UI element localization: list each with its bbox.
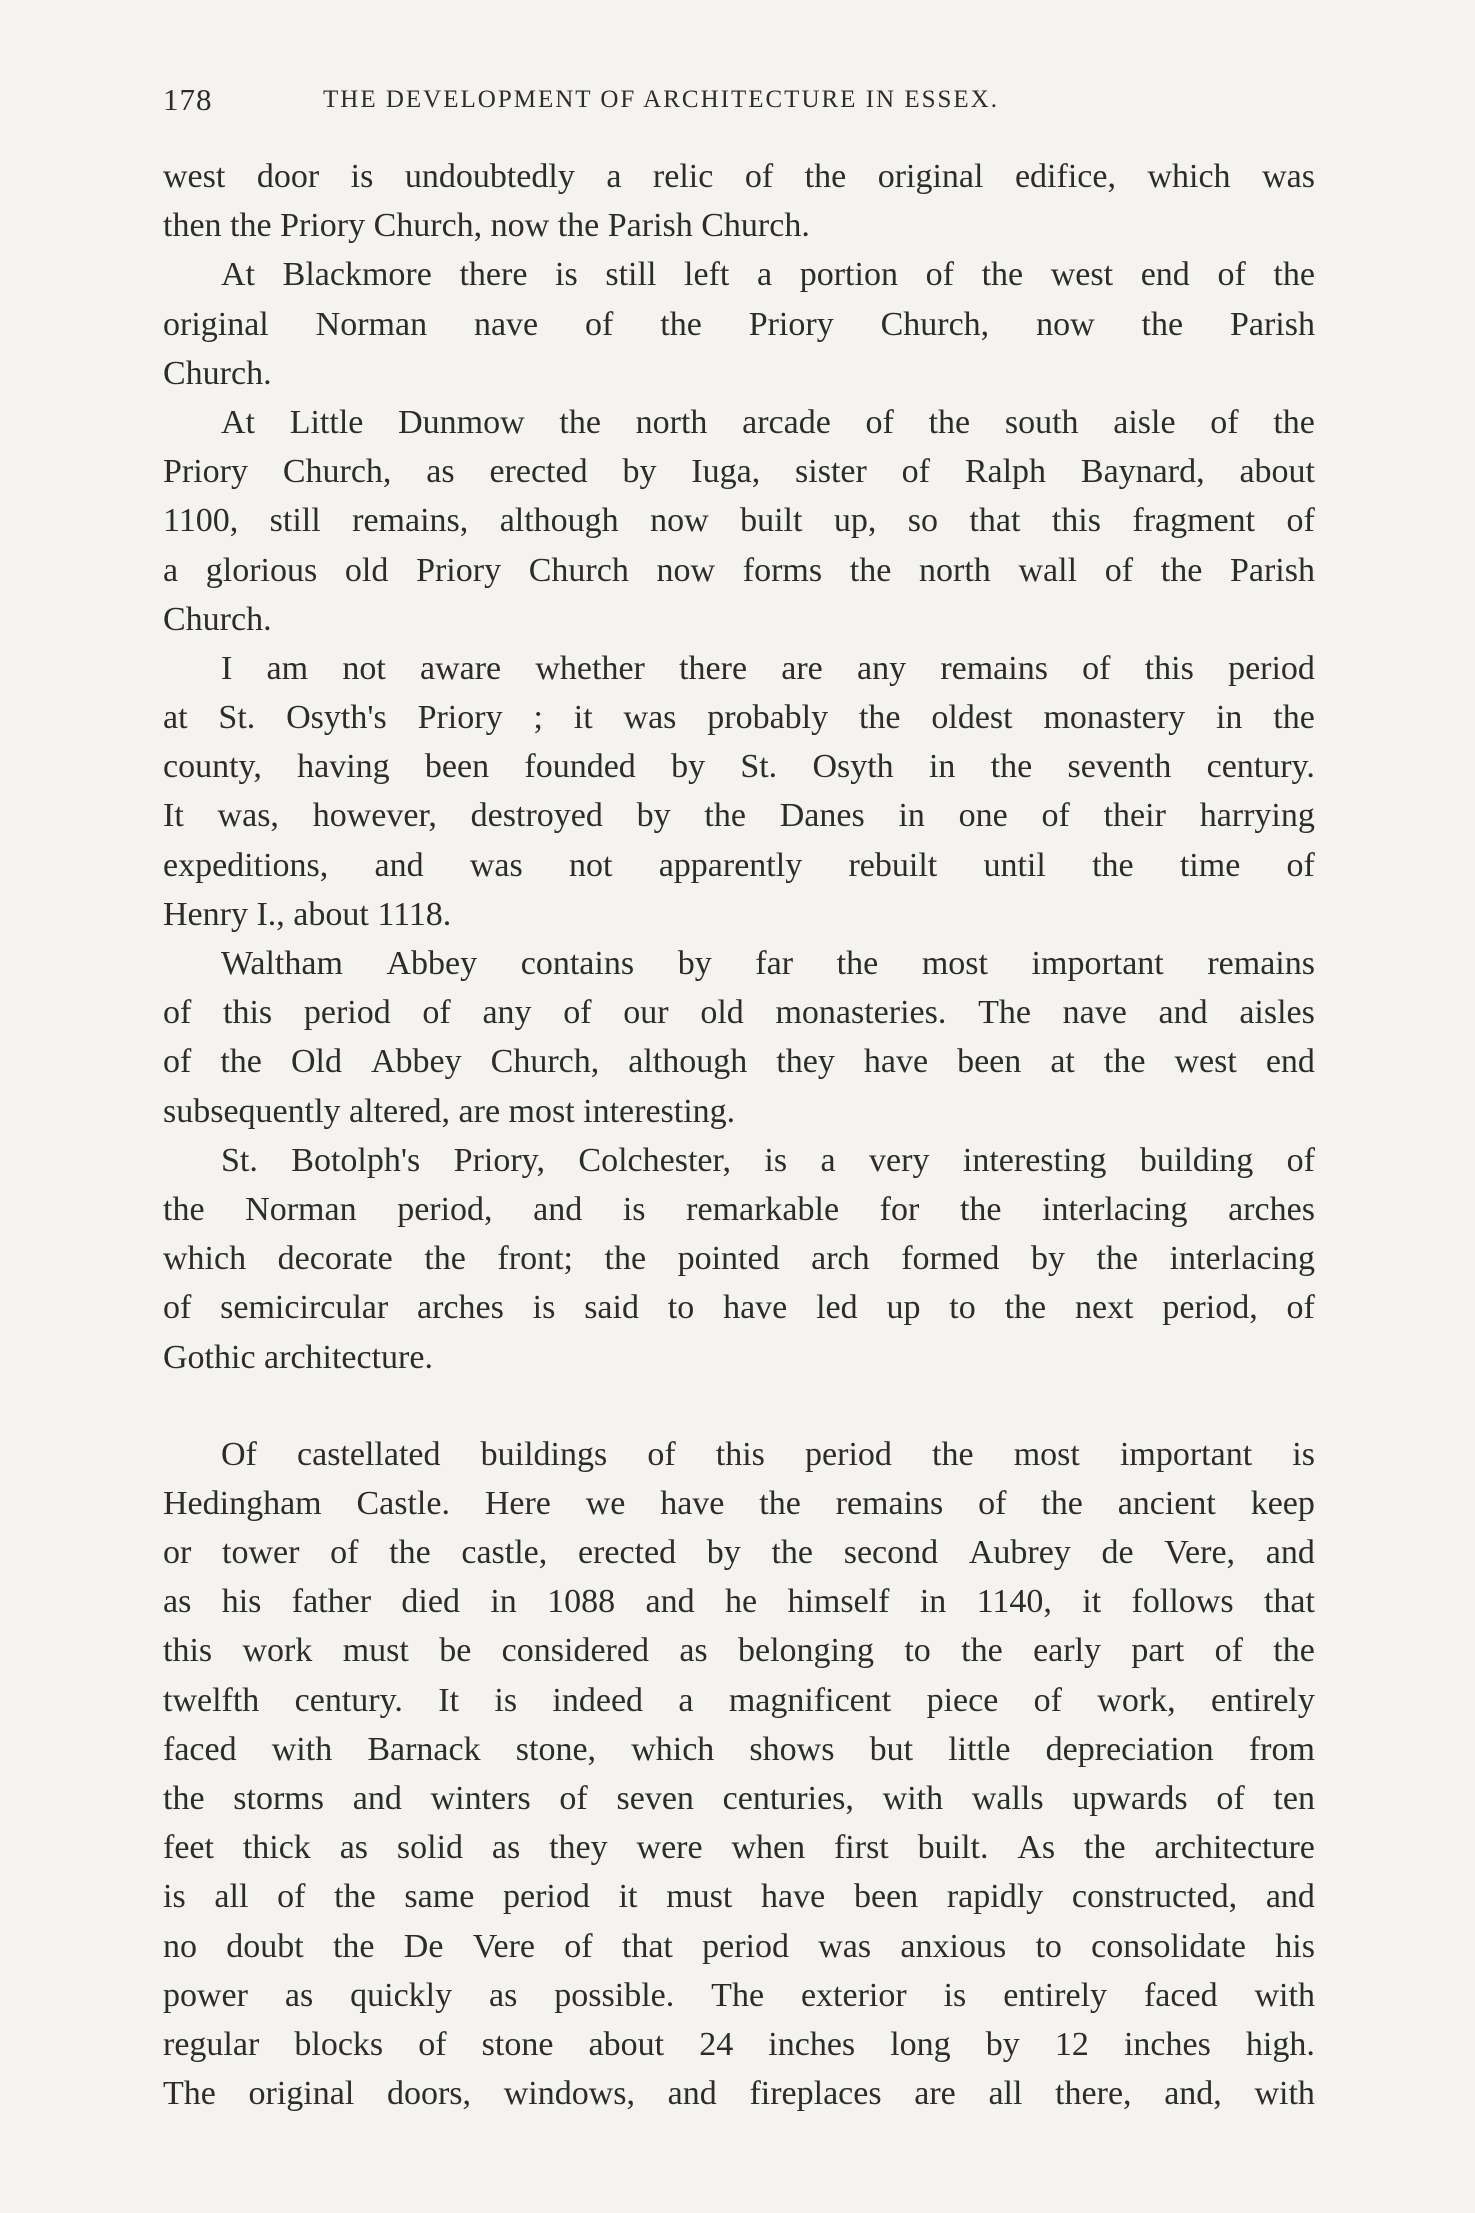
paragraph — [163, 152, 1315, 250]
text-line: Hedingham Castle. Here we have the remains of the ancient keep — [163, 1484, 1315, 1522]
section-break — [163, 1382, 1315, 1430]
text-line: At Little Dunmow the north arcade of the south aisle of the — [221, 403, 1315, 441]
text-line: twelfth century. It is indeed a magnificent piece of work, entirely — [163, 1681, 1315, 1719]
text-line: I am not aware whether there are any remains of this period — [221, 649, 1315, 687]
text-line: subsequently altered, are most interesting. — [163, 1092, 736, 1130]
running-head — [163, 80, 1323, 120]
text-line: Waltham Abbey contains by far the most important remains — [221, 945, 1315, 982]
paragraph — [163, 250, 1315, 398]
paragraph — [163, 1430, 1315, 2119]
text-line: or tower of the castle, erected by the second Aubrey de Vere, and — [163, 1534, 1315, 1572]
paragraph — [163, 398, 1315, 644]
text-line: Gothic architecture. — [163, 1338, 433, 1376]
text-line: At Blackmore there is still left a portion of the west end of the — [221, 256, 1315, 294]
text-line: a glorious old Priory Church now forms the north wall of the Parish — [163, 551, 1315, 589]
text-line: then the Priory Church, now the Parish Church. — [163, 207, 810, 245]
paragraph — [163, 1136, 1315, 1382]
body-text — [163, 152, 1315, 2118]
text-line: It was, however, destroyed by the Danes in one of their harrying — [163, 797, 1315, 835]
paragraph — [163, 644, 1315, 939]
paragraph — [163, 939, 1315, 1136]
text-line: west door is undoubtedly a relic of the original edifice, which was — [163, 158, 1315, 195]
text-line: of this period of any of our old monasteries. The nave and aisles — [163, 994, 1315, 1032]
text-line: feet thick as solid as they were when first built. As the architecture — [163, 1829, 1315, 1867]
text-line: of the Old Abbey Church, although they have been at the west end — [163, 1043, 1315, 1081]
text-line: regular blocks of stone about 24 inches long by 12 inches high. — [163, 2025, 1315, 2063]
text-line: the storms and winters of seven centuries, with walls upwards of ten — [163, 1780, 1315, 1817]
text-line: no doubt the De Vere of that period was anxious to consolidate his — [163, 1927, 1315, 1965]
text-line: is all of the same period it must have been rapidly constructed, and — [163, 1878, 1315, 1916]
text-line: 1100, still remains, although now built up, so that this fragment of — [163, 502, 1315, 540]
page-number: 178 — [163, 82, 213, 117]
text-line: as his father died in 1088 and he himself in 1140, it follows that — [163, 1583, 1315, 1621]
text-line: the Norman period, and is remarkable for the interlacing arches — [163, 1190, 1315, 1228]
text-line: St. Botolph's Priory, Colchester, is a very interesting building of — [221, 1141, 1315, 1179]
text-line: Henry I., about 1118. — [163, 895, 452, 933]
text-line: at St. Osyth's Priory ; it was probably the oldest monastery in the — [163, 699, 1315, 737]
text-line: Of castellated buildings of this period the most important is — [221, 1435, 1315, 1473]
text-line: Church. — [163, 600, 272, 638]
running-title: THE DEVELOPMENT OF ARCHITECTURE IN ESSEX. — [323, 86, 999, 113]
text-line: power as quickly as possible. The exterior is entirely faced with — [163, 1976, 1315, 2014]
text-line: faced with Barnack stone, which shows but little depreciation from — [163, 1730, 1315, 1768]
text-line: county, having been founded by St. Osyth in the seventh century. — [163, 748, 1315, 786]
text-line: this work must be considered as belonging to the early part of the — [163, 1632, 1315, 1670]
text-line: expeditions, and was not apparently rebuilt until the time of — [163, 846, 1315, 884]
text-line: The original doors, windows, and fireplaces are all there, and, with — [163, 2075, 1315, 2113]
text-line: of semicircular arches is said to have led up to the next period, of — [163, 1289, 1315, 1327]
text-line: Church. — [163, 354, 272, 392]
text-line: Priory Church, as erected by Iuga, sister of Ralph Baynard, about — [163, 453, 1315, 491]
text-line: original Norman nave of the Priory Church, now the Parish — [163, 305, 1315, 343]
text-line: which decorate the front; the pointed arch formed by the interlacing — [163, 1240, 1315, 1278]
